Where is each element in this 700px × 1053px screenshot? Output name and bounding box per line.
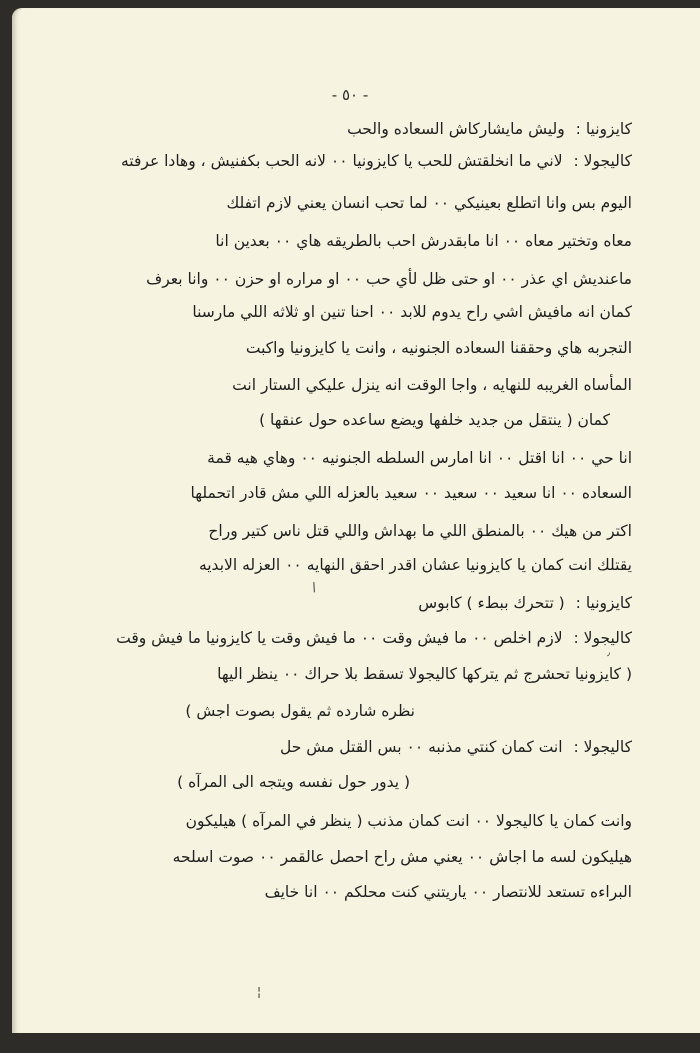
line-text: انت كمان كنتي مذنبه ٠٠ بس القتل مش حل [280,738,563,756]
stage-direction [185,702,415,720]
dialogue-line [121,152,632,170]
dialogue-line [146,270,632,288]
dialogue-line [191,484,632,502]
line-text: انا حي ٠٠ انا اقتل ٠٠ انا امارس السلطه الجنونيه ٠٠ وهاي هيه قمة [207,449,632,467]
stage-direction [177,773,410,791]
dialogue-line [347,120,632,138]
line-text: اليوم بس وانا اتطلع بعينيكي ٠٠ لما تحب انسان يعني لازم اتفلك [226,194,632,212]
dialogue-line [116,629,632,647]
dialogue-line [207,449,632,467]
line-text: معاه وتختير معاه ٠٠ انا مابقدرش احب بالطريقه هاي ٠٠ بعدين انا [215,232,632,250]
dialogue-line [192,303,632,321]
line-text: اكتر من هيك ٠٠ بالمنطق اللي ما بهداش واللي قتل ناس كتير وراح [208,522,632,540]
dialogue-line [280,738,632,756]
line-text: وانت كمان يا كاليجولا ٠٠ انت كمان مذنب ( ينظر في المرآه ) هيليكون [185,812,632,830]
dialogue-line [418,594,632,612]
stage-direction [259,411,610,429]
line-text: ماعنديش اي عذر ٠٠ او حتى ظل لأي حب ٠٠ او مراره او حزن ٠٠ وانا بعرف [146,270,632,288]
dialogue-line [232,376,632,394]
line-text: المأساه الغريبه للنهايه ، واجا الوقت انه ينزل عليكي الستار انت [232,376,632,394]
speaker-name: كايزونيا : [575,594,632,612]
dialogue-line [208,522,632,540]
scan-mark: ¦ [257,985,262,999]
line-text: البراءه تستعد للانتصار ٠٠ ياريتني كنت محلكم ٠٠ انا خايف [264,883,632,901]
dialogue-line [246,339,632,357]
line-text: كمان انه مافيش اشي راح يدوم للابد ٠٠ احنا تنين او ثلاثه اللي مارسنا [192,303,632,321]
speaker-name: كاليجولا : [573,738,632,756]
stage-direction [217,665,632,683]
dialogue-line [199,556,632,574]
line-text: ( يدور حول نفسه ويتجه الى المرآه ) [177,773,410,791]
page-number: - ٥٠ - [331,86,369,104]
line-text: وليش مايشاركاش السعاده والحب [347,120,565,138]
line-text: هيليكون لسه ما اجاش ٠٠ يعني مش راح احصل عالقمر ٠٠ صوت اسلحه [172,848,632,866]
line-text: لازم اخلص ٠٠ ما فيش وقت ٠٠ ما فيش وقت يا كايزونيا ما فيش وقت [116,629,563,647]
scan-mark: ٫ [607,648,610,658]
dialogue-line [215,232,632,250]
dialogue-line [226,194,632,212]
line-text: السعاده ٠٠ انا سعيد ٠٠ سعيد ٠٠ سعيد بالعزله اللي مش قادر اتحملها [190,484,632,502]
line-text: ( تتحرك ببطء ) كابوس [418,594,565,612]
line-text: ( كايزونيا تحشرج ثم يتركها كاليجولا تسقط بلا حراك ٠٠ ينظر اليها [217,665,632,683]
speaker-name: كاليجولا : [573,629,632,647]
line-text: نظره شارده ثم يقول بصوت اجش ) [185,702,415,720]
line-text: كمان ( ينتقل من جديد خلفها ويضع ساعده حول عنقها ) [259,411,610,429]
line-text: التجربه هاي وحققنا السعاده الجنونيه ، وانت يا كايزونيا واكبت [245,339,632,357]
dialogue-line [173,848,632,866]
scan-mark: / [309,579,319,595]
dialogue-line [265,883,632,901]
line-text: يقتلك انت كمان يا كايزونيا عشان اقدر احقق النهايه ٠٠ العزله الابديه [198,556,632,574]
speaker-name: كاليجولا : [573,152,632,170]
speaker-name: كايزونيا : [575,120,632,138]
dialogue-line [186,812,632,830]
line-text: لاني ما انخلقتش للحب يا كايزونيا ٠٠ لانه الحب بكفنيش ، وهادا عرفته [121,152,563,170]
